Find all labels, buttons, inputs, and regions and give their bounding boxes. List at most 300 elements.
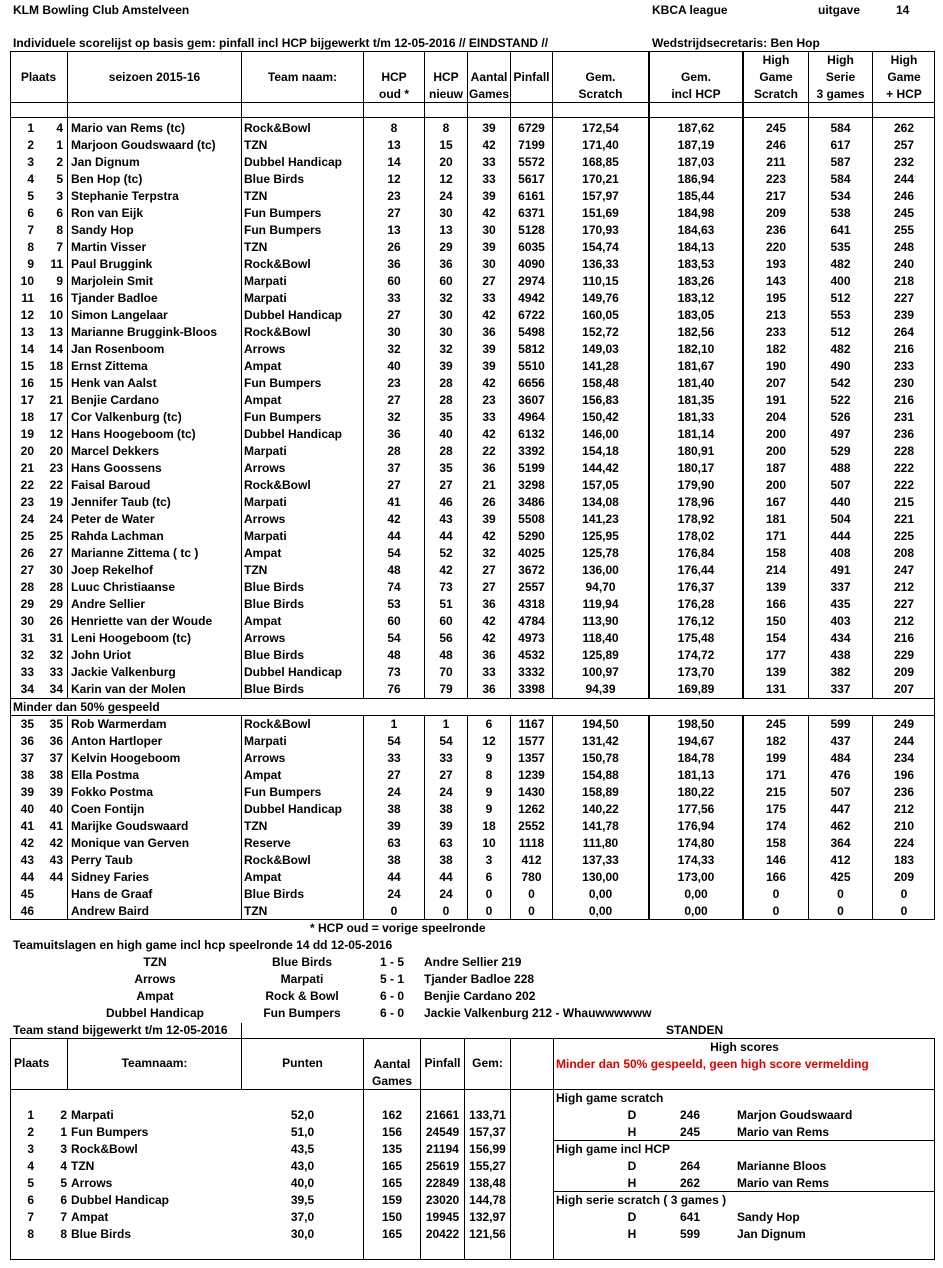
cell-hg-h: 222 — [893, 478, 915, 492]
cell-hg-h: 196 — [893, 768, 915, 782]
cell-hcp-new: 43 — [439, 512, 453, 526]
cell-pinfall: 1577 — [518, 734, 545, 748]
cell-name: Sidney Faries — [71, 870, 150, 884]
cell-team: Blue Birds — [244, 682, 305, 696]
cell-hs: 412 — [830, 853, 851, 867]
cell-gem-h: 183,53 — [677, 257, 715, 271]
cell-hcp-new: 24 — [439, 189, 453, 203]
league-name: KBCA league — [652, 3, 728, 17]
cell-hcp-old: 23 — [387, 189, 401, 203]
cell-pinfall: 0 — [528, 904, 535, 918]
cell-hs: 444 — [830, 529, 851, 543]
col-team: Team naam: — [267, 70, 338, 84]
cell-team: Fun Bumpers — [244, 376, 322, 390]
cell-team: Dubbel Handicap — [244, 155, 343, 169]
cell-hs: 553 — [830, 308, 851, 322]
cell-gem-h: 173,00 — [677, 870, 715, 884]
cell-games: 8 — [485, 768, 493, 782]
cell-gem-s: 113,90 — [582, 614, 619, 628]
cell-hg-s: 139 — [765, 665, 787, 679]
cell-name: Marcel Dekkers — [71, 444, 160, 458]
cell-hg-h: 244 — [893, 734, 915, 748]
cell-p: 33 — [20, 665, 34, 679]
cell-hs: 512 — [830, 291, 851, 305]
cell-team: Blue Birds — [244, 580, 305, 594]
cell-pinfall: 2557 — [518, 580, 545, 594]
cell-name: Jackie Valkenburg — [71, 665, 176, 679]
team-punten: 37,0 — [290, 1210, 315, 1224]
cell-hs: 497 — [830, 427, 851, 441]
result-score: 1 - 5 — [379, 955, 404, 969]
cell-team: Fun Bumpers — [244, 410, 322, 424]
cell-pinfall: 412 — [521, 853, 542, 867]
cell-hg-s: 154 — [765, 631, 787, 645]
ts-col-punten: Punten — [282, 1056, 323, 1070]
cell-hs: 400 — [830, 274, 851, 288]
cell-p: 25 — [20, 529, 34, 543]
cell-team: Rock&Bowl — [244, 717, 311, 731]
cell-games: 33 — [482, 155, 496, 169]
team-games: 156 — [381, 1125, 403, 1139]
cell-hcp-new: 48 — [439, 648, 453, 662]
cell-gem-s: 125,89 — [582, 648, 619, 662]
cell-team: Marpati — [244, 274, 287, 288]
cell-pinfall: 1167 — [518, 717, 545, 731]
cell-hcp-new: 44 — [439, 870, 453, 884]
cell-pinfall: 5199 — [518, 461, 545, 475]
ts-col-games: Aantal Games — [371, 1057, 413, 1088]
cell-hcp-old: 24 — [387, 785, 401, 799]
team-gem: 138,48 — [469, 1176, 506, 1190]
cell-pinfall: 3486 — [518, 495, 545, 509]
cell-hcp-old: 48 — [387, 563, 401, 577]
cell-gem-s: 136,33 — [582, 257, 619, 271]
cell-hg-h: 216 — [893, 342, 915, 356]
cell-p: 30 — [20, 614, 34, 628]
team-name: Rock&Bowl — [71, 1142, 138, 1156]
cell-hg-s: 143 — [765, 274, 787, 288]
high-score-value: 245 — [680, 1125, 701, 1139]
cell-team: TZN — [244, 904, 268, 918]
cell-gem-h: 0,00 — [684, 904, 708, 918]
cell-hs: 526 — [830, 410, 851, 424]
team-games: 150 — [381, 1210, 403, 1224]
cell-hcp-new: 40 — [439, 427, 453, 441]
cell-pinfall: 4964 — [518, 410, 545, 424]
result-score: 6 - 0 — [379, 1006, 404, 1020]
cell-name: Andre Sellier — [71, 597, 146, 611]
cell-hs: 491 — [830, 563, 851, 577]
cell-name: Mario van Rems (tc) — [71, 121, 186, 135]
cell-gem-h: 180,17 — [677, 461, 715, 475]
cell-pinfall: 6371 — [518, 206, 545, 220]
cell-hcp-old: 27 — [387, 308, 401, 322]
cell-hg-h: 246 — [893, 189, 915, 203]
cell-hcp-new: 27 — [439, 478, 453, 492]
cell-name: Marjoon Goudswaard (tc) — [71, 138, 216, 152]
team-plaats: 4 — [27, 1159, 34, 1173]
cell-gem-h: 181,14 — [677, 427, 715, 441]
cell-hs: 447 — [830, 802, 851, 816]
result-home: Ampat — [136, 989, 174, 1003]
cell-prev: 23 — [49, 461, 63, 475]
cell-hg-s: 190 — [765, 359, 787, 373]
cell-pinfall: 6656 — [518, 376, 545, 390]
cell-pinfall: 6161 — [518, 189, 545, 203]
cell-p: 43 — [20, 853, 34, 867]
cell-pinfall: 3398 — [518, 682, 545, 696]
page-subtitle: Individuele scorelijst op basis gem: pinfall incl HCP bijgewerkt t/m 12-05-2016 // EINDSTAND // — [13, 36, 549, 50]
cell-hg-h: 221 — [893, 512, 915, 526]
cell-hcp-new: 30 — [439, 308, 453, 322]
cell-hcp-old: 33 — [387, 751, 401, 765]
cell-games: 18 — [482, 819, 496, 833]
cell-gem-h: 181,40 — [677, 376, 715, 390]
cell-pinfall: 4784 — [518, 614, 545, 628]
ts-col-gem: Gem: — [472, 1056, 503, 1070]
cell-hg-h: 247 — [893, 563, 915, 577]
cell-gem-s: 111,80 — [582, 836, 619, 850]
team-punten: 30,0 — [290, 1227, 315, 1241]
cell-hcp-old: 32 — [387, 342, 401, 356]
cell-p: 46 — [20, 904, 34, 918]
cell-hg-s: 213 — [765, 308, 787, 322]
cell-hs: 507 — [830, 785, 851, 799]
team-name: Dubbel Handicap — [71, 1193, 170, 1207]
cell-gem-s: 157,05 — [582, 478, 619, 492]
cell-hcp-new: 13 — [439, 223, 453, 237]
result-home: Arrows — [134, 972, 176, 986]
cell-gem-h: 176,28 — [677, 597, 715, 611]
cell-p: 15 — [20, 359, 34, 373]
cell-gem-h: 178,92 — [677, 512, 715, 526]
cell-hcp-new: 27 — [439, 768, 453, 782]
cell-gem-h: 198,50 — [677, 717, 715, 731]
cell-gem-s: 150,78 — [582, 751, 619, 765]
high-score-value: 599 — [680, 1227, 701, 1241]
cell-pinfall: 3672 — [518, 563, 545, 577]
cell-team: Blue Birds — [244, 887, 305, 901]
high-score-value: 264 — [680, 1159, 701, 1173]
cell-name: John Uriot — [71, 648, 131, 662]
cell-name: Coen Fontijn — [71, 802, 145, 816]
cell-pinfall: 1430 — [518, 785, 545, 799]
cell-hg-s: 200 — [765, 478, 787, 492]
team-games: 162 — [381, 1108, 403, 1122]
team-pinfall: 24549 — [425, 1125, 460, 1139]
cell-team: Marpati — [244, 495, 287, 509]
team-name: Ampat — [71, 1210, 109, 1224]
cell-hcp-old: 40 — [387, 359, 401, 373]
cell-hg-h: 255 — [893, 223, 915, 237]
cell-p: 40 — [20, 802, 34, 816]
cell-hs: 462 — [830, 819, 851, 833]
cell-games: 36 — [482, 461, 496, 475]
cell-prev: 3 — [56, 189, 63, 203]
cell-hg-h: 216 — [893, 393, 915, 407]
cell-games: 33 — [482, 291, 496, 305]
cell-hcp-old: 38 — [387, 853, 401, 867]
cell-hs: 408 — [830, 546, 851, 560]
cell-gem-h: 187,19 — [677, 138, 715, 152]
cell-team: TZN — [244, 819, 268, 833]
cell-hg-h: 209 — [893, 870, 915, 884]
cell-p: 19 — [20, 427, 34, 441]
team-punten: 40,0 — [290, 1176, 315, 1190]
cell-hs: 504 — [830, 512, 851, 526]
cell-hcp-old: 38 — [387, 802, 401, 816]
high-scores-title: High scores — [710, 1040, 779, 1054]
cell-gem-h: 183,05 — [677, 308, 715, 322]
cell-hcp-old: 60 — [387, 614, 401, 628]
cell-hs: 440 — [830, 495, 851, 509]
cell-p: 32 — [20, 648, 34, 662]
cell-gem-h: 179,90 — [677, 478, 715, 492]
cell-games: 9 — [485, 802, 493, 816]
cell-hg-h: 232 — [893, 155, 915, 169]
cell-hs: 0 — [837, 887, 844, 901]
result-score: 5 - 1 — [379, 972, 404, 986]
high-score-value: 641 — [680, 1210, 701, 1224]
cell-hcp-old: 33 — [387, 291, 401, 305]
cell-hcp-old: 12 — [387, 172, 401, 186]
cell-hg-s: 193 — [765, 257, 787, 271]
team-pinfall: 23020 — [425, 1193, 460, 1207]
cell-hcp-new: 28 — [439, 376, 453, 390]
cell-hg-h: 229 — [893, 648, 915, 662]
cell-gem-s: 151,69 — [582, 206, 619, 220]
cell-team: Arrows — [244, 631, 286, 645]
cell-p: 21 — [20, 461, 34, 475]
cell-games: 42 — [482, 529, 496, 543]
cell-hg-s: 209 — [765, 206, 787, 220]
cell-gem-s: 110,15 — [582, 274, 619, 288]
cell-gem-s: 149,76 — [582, 291, 619, 305]
cell-team: Ampat — [244, 768, 282, 782]
result-high-game: Andre Sellier 219 — [424, 955, 522, 969]
cell-prev: 12 — [49, 427, 63, 441]
cell-pinfall: 5498 — [518, 325, 545, 339]
cell-prev: 39 — [49, 785, 63, 799]
cell-prev: 42 — [49, 836, 63, 850]
cell-team: Marpati — [244, 529, 287, 543]
cell-gem-s: 100,97 — [582, 665, 619, 679]
cell-prev: 18 — [49, 359, 63, 373]
cell-gem-h: 187,62 — [677, 121, 715, 135]
cell-gem-s: 158,48 — [582, 376, 619, 390]
cell-pinfall: 5290 — [518, 529, 545, 543]
cell-hg-s: 236 — [765, 223, 787, 237]
cell-prev: 7 — [56, 240, 63, 254]
cell-name: Henriette van der Woude — [71, 614, 213, 628]
ts-col-plaats: Plaats — [14, 1056, 50, 1070]
result-home: Dubbel Handicap — [105, 1006, 204, 1020]
cell-games: 36 — [482, 597, 496, 611]
cell-team: Blue Birds — [244, 597, 305, 611]
cell-team: Dubbel Handicap — [244, 665, 343, 679]
cell-gem-h: 176,12 — [677, 614, 715, 628]
cell-name: Ron van Eijk — [71, 206, 144, 220]
cell-pinfall: 5617 — [518, 172, 545, 186]
cell-hs: 538 — [830, 206, 851, 220]
cell-prev: 17 — [49, 410, 63, 424]
cell-games: 39 — [482, 121, 496, 135]
cell-name: Anton Hartloper — [71, 734, 163, 748]
cell-p: 35 — [20, 717, 34, 731]
cell-hg-h: 216 — [893, 631, 915, 645]
cell-p: 11 — [21, 291, 34, 305]
cell-hcp-new: 42 — [439, 563, 453, 577]
cell-hg-s: 245 — [765, 717, 787, 731]
cell-gem-h: 176,94 — [677, 819, 715, 833]
cell-hg-h: 233 — [893, 359, 915, 373]
cell-games: 27 — [482, 563, 496, 577]
cell-hcp-old: 54 — [387, 734, 401, 748]
team-plaats: 5 — [27, 1176, 34, 1190]
cell-name: Simon Langelaar — [71, 308, 168, 322]
cell-hg-h: 248 — [893, 240, 915, 254]
cell-name: Paul Bruggink — [71, 257, 153, 271]
cell-hcp-old: 23 — [387, 376, 401, 390]
cell-games: 42 — [482, 206, 496, 220]
cell-pinfall: 1118 — [518, 836, 545, 850]
cell-name: Ella Postma — [71, 768, 140, 782]
cell-games: 30 — [482, 223, 496, 237]
cell-name: Marianne Bruggink-Bloos — [71, 325, 218, 339]
cell-pinfall: 4318 — [518, 597, 545, 611]
team-name: Arrows — [71, 1176, 113, 1190]
cell-gem-h: 169,89 — [677, 682, 715, 696]
high-score-group-title: High game incl HCP — [556, 1142, 671, 1156]
high-score-name: Jan Dignum — [737, 1227, 806, 1241]
cell-pinfall: 6729 — [518, 121, 545, 135]
team-pinfall: 19945 — [425, 1210, 460, 1224]
cell-games: 39 — [482, 342, 496, 356]
high-score-value: 246 — [680, 1108, 701, 1122]
cell-hcp-old: 13 — [387, 138, 401, 152]
cell-prev: 9 — [56, 274, 63, 288]
cell-gem-h: 0,00 — [684, 887, 708, 901]
cell-hg-s: 245 — [765, 121, 787, 135]
cell-gem-s: 158,89 — [582, 785, 619, 799]
cell-prev: 37 — [49, 751, 63, 765]
cell-pinfall: 6035 — [518, 240, 545, 254]
cell-prev: 31 — [49, 631, 63, 645]
team-gem: 144,78 — [469, 1193, 506, 1207]
cell-team: Arrows — [244, 342, 286, 356]
cell-team: TZN — [244, 138, 268, 152]
cell-gem-h: 180,91 — [677, 444, 715, 458]
cell-hg-s: 215 — [765, 785, 787, 799]
cell-p: 4 — [27, 172, 34, 186]
cell-gem-h: 184,78 — [677, 751, 715, 765]
cell-gem-h: 182,10 — [677, 342, 715, 356]
cell-pinfall: 7199 — [518, 138, 545, 152]
cell-gem-s: 130,00 — [582, 870, 619, 884]
cell-gem-s: 154,74 — [582, 240, 619, 254]
cell-team: Dubbel Handicap — [244, 308, 343, 322]
cell-hg-h: 240 — [893, 257, 915, 271]
cell-games: 22 — [482, 444, 496, 458]
cell-gem-h: 176,37 — [677, 580, 715, 594]
cell-p: 1 — [27, 121, 34, 135]
cell-gem-s: 144,42 — [582, 461, 619, 475]
cell-games: 3 — [485, 853, 493, 867]
cell-gem-s: 118,40 — [582, 631, 619, 645]
ts-col-pinfall: Pinfall — [424, 1056, 461, 1070]
cell-hg-h: 212 — [893, 580, 915, 594]
cell-p: 20 — [20, 444, 34, 458]
cell-hcp-old: 53 — [387, 597, 401, 611]
cell-gem-s: 170,21 — [582, 172, 619, 186]
team-name: TZN — [71, 1159, 95, 1173]
cell-p: 36 — [20, 734, 34, 748]
cell-prev: 44 — [49, 870, 63, 884]
cell-gem-h: 187,03 — [677, 155, 715, 169]
cell-pinfall: 4973 — [518, 631, 545, 645]
cell-gem-h: 174,80 — [677, 836, 715, 850]
cell-gem-s: 172,54 — [582, 121, 619, 135]
team-punten: 52,0 — [290, 1108, 315, 1122]
cell-name: Rahda Lachman — [71, 529, 164, 543]
result-away: Rock & Bowl — [265, 989, 339, 1003]
cell-hg-s: 166 — [765, 597, 787, 611]
cell-hcp-new: 32 — [439, 291, 453, 305]
cell-hcp-new: 28 — [439, 393, 453, 407]
cell-team: Rock&Bowl — [244, 257, 311, 271]
cell-team: TZN — [244, 240, 268, 254]
cell-hcp-old: 36 — [387, 427, 401, 441]
cell-gem-h: 173,70 — [677, 665, 715, 679]
team-games: 135 — [381, 1142, 403, 1156]
cell-p: 37 — [20, 751, 34, 765]
cell-hcp-new: 20 — [439, 155, 453, 169]
cell-p: 5 — [27, 189, 34, 203]
cell-pinfall: 4532 — [518, 648, 545, 662]
high-score-gender: D — [627, 1210, 637, 1224]
cell-team: TZN — [244, 189, 268, 203]
cell-team: Rock&Bowl — [244, 853, 311, 867]
cell-games: 6 — [485, 717, 493, 731]
cell-pinfall: 4090 — [518, 257, 545, 271]
cell-name: Marijke Goudswaard — [71, 819, 189, 833]
cell-hs: 512 — [830, 325, 851, 339]
cell-name: Peter de Water — [71, 512, 155, 526]
cell-p: 23 — [20, 495, 34, 509]
cell-hcp-old: 44 — [387, 870, 401, 884]
team-plaats: 7 — [27, 1210, 34, 1224]
cell-hcp-old: 27 — [387, 768, 401, 782]
cell-gem-h: 181,33 — [677, 410, 715, 424]
cell-prev: 15 — [49, 376, 63, 390]
cell-prev: 38 — [49, 768, 63, 782]
cell-p: 17 — [20, 393, 34, 407]
cell-prev: 32 — [49, 648, 63, 662]
cell-p: 6 — [27, 206, 34, 220]
high-score-name: Mario van Rems — [737, 1125, 830, 1139]
cell-hg-s: 167 — [765, 495, 787, 509]
cell-hs: 522 — [830, 393, 851, 407]
cell-games: 39 — [482, 189, 496, 203]
cell-hs: 482 — [830, 257, 851, 271]
high-score-group-title: High game scratch — [556, 1091, 664, 1105]
cell-team: Arrows — [244, 461, 286, 475]
cell-p: 3 — [27, 155, 34, 169]
team-prev: 4 — [60, 1159, 67, 1173]
cell-name: Hans Goossens — [71, 461, 162, 475]
cell-pinfall: 3298 — [518, 478, 545, 492]
cell-hg-s: 158 — [765, 836, 787, 850]
